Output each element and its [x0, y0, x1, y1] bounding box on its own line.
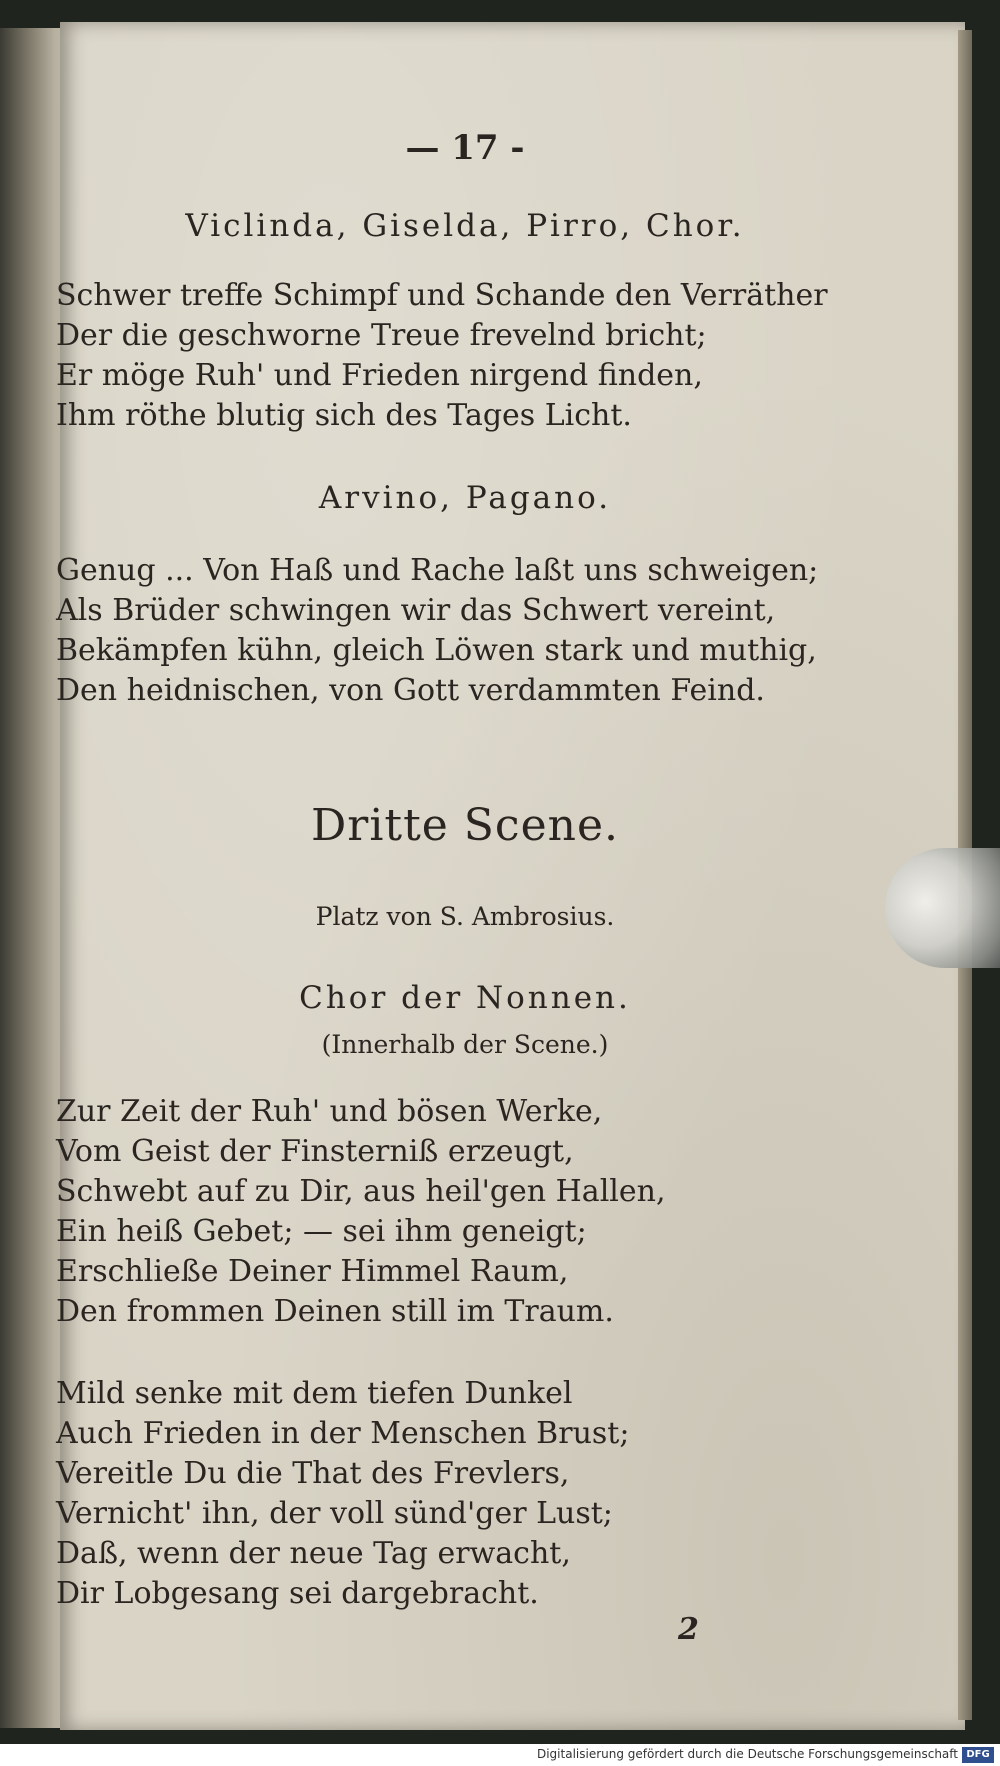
verse-line: Erschließe Deiner Himmel Raum, [56, 1254, 569, 1289]
verse-line: Zur Zeit der Ruh' und bösen Werke, [56, 1094, 603, 1129]
scene-title: Dritte Scene. [311, 800, 619, 851]
verse-line: Auch Frieden in der Menschen Brust; [56, 1416, 630, 1451]
dfg-logo-icon: DFG [962, 1747, 994, 1763]
scene-place: Platz von S. Ambrosius. [315, 902, 615, 931]
verse-line: Ihm röthe blutig sich des Tages Licht. [56, 398, 632, 433]
verse-block-2 [56, 551, 896, 711]
verse-line: Daß, wenn der neue Tag erwacht, [56, 1536, 571, 1571]
choir-heading: Chor der Nonnen. [299, 980, 631, 1016]
digitization-footer [0, 1744, 1000, 1766]
verse-line: Den frommen Deinen still im Traum. [56, 1294, 614, 1329]
verse-line: Als Brüder schwingen wir das Schwert vereint, [56, 593, 776, 628]
verse-line: Der die geschworne Treue frevelnd bricht; [56, 318, 707, 353]
signature-mark: 2 [678, 1612, 699, 1647]
verse-line: Vereitle Du die That des Frevlers, [56, 1456, 570, 1491]
verse-block-1 [56, 276, 896, 436]
speaker-heading-1: Viclinda, Giselda, Pirro, Chor. [185, 208, 745, 244]
verse-line: Schwer treffe Schimpf und Schande den Verräther [56, 278, 828, 313]
verse-line: Dir Lobgesang sei dargebracht. [56, 1576, 539, 1611]
verse-line: Den heidnischen, von Gott verdammten Feind. [56, 673, 765, 708]
footer-credit: Digitalisierung gefördert durch die Deutsche Forschungsgemeinschaft [536, 1747, 958, 1761]
verse-line: Schwebt auf zu Dir, aus heil'gen Hallen, [56, 1174, 666, 1209]
stage-direction: (Innerhalb der Scene.) [321, 1030, 609, 1059]
verse-line: Ein heiß Gebet; — sei ihm geneigt; [56, 1214, 587, 1249]
speaker-heading-2: Arvino, Pagano. [318, 480, 612, 516]
verse-block-4 [56, 1374, 896, 1614]
verse-line: Bekämpfen kühn, gleich Löwen stark und muthig, [56, 633, 817, 668]
page-number: — 17 - [405, 128, 525, 168]
verse-line: Vom Geist der Finsterniß erzeugt, [56, 1134, 574, 1169]
verse-line: Genug ... Von Haß und Rache laßt uns schweigen; [56, 553, 819, 588]
verse-line: Mild senke mit dem tiefen Dunkel [56, 1376, 573, 1411]
verse-line: Er möge Ruh' und Frieden nirgend finden, [56, 358, 703, 393]
verse-block-3 [56, 1092, 896, 1332]
verse-line: Vernicht' ihn, der voll sünd'ger Lust; [56, 1496, 613, 1531]
